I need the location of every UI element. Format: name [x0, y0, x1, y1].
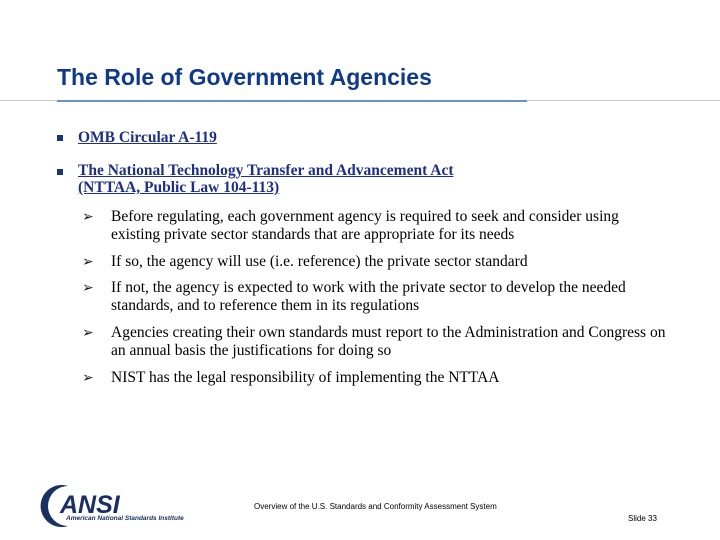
bullet-omb-circular-link[interactable] [78, 129, 217, 146]
logo-tagline: American National Standards Institute [66, 515, 184, 522]
arrow-bullet-icon: ➢ [82, 209, 94, 225]
bullet-text-line: The National Technology Transfer and Advancement Act [78, 162, 454, 179]
logo-wordmark: ANSI [60, 491, 120, 519]
arrow-bullet-icon: ➢ [82, 280, 94, 296]
bullet-text-line: (NTTAA, Public Law 104-113) [78, 179, 280, 196]
slide-title: The Role of Government Agencies [57, 64, 432, 90]
sub-bullet-text: Agencies creating their own standards must report to the Administration and Congress on an annual basis the justifications for doing so [111, 324, 666, 359]
bullet-nttaa-link[interactable] [78, 162, 453, 196]
sub-bullet-text: Before regulating, each government agency is required to seek and consider using existing private sector standards that are appropriate for its needs [111, 208, 619, 243]
arrow-bullet-icon: ➢ [82, 325, 94, 341]
arrow-bullet-icon: ➢ [82, 254, 94, 270]
square-bullet-icon [57, 135, 63, 141]
sub-bullet-text: If not, the agency is expected to work with the private sector to develop the needed standards, and to reference them in its regulations [111, 279, 626, 314]
title-accent-line [57, 100, 527, 102]
sub-bullet-text: NIST has the legal responsibility of implementing the NTTAA [111, 369, 500, 386]
slide-number: Slide 33 [628, 514, 657, 523]
sub-bullet-text: If so, the agency will use (i.e. reference) the private sector standard [111, 253, 528, 270]
bullet-text: OMB Circular A-119 [78, 129, 217, 146]
footer-title: Overview of the U.S. Standards and Conformity Assessment System [254, 502, 497, 511]
square-bullet-icon [57, 169, 63, 175]
arrow-bullet-icon: ➢ [82, 370, 94, 386]
